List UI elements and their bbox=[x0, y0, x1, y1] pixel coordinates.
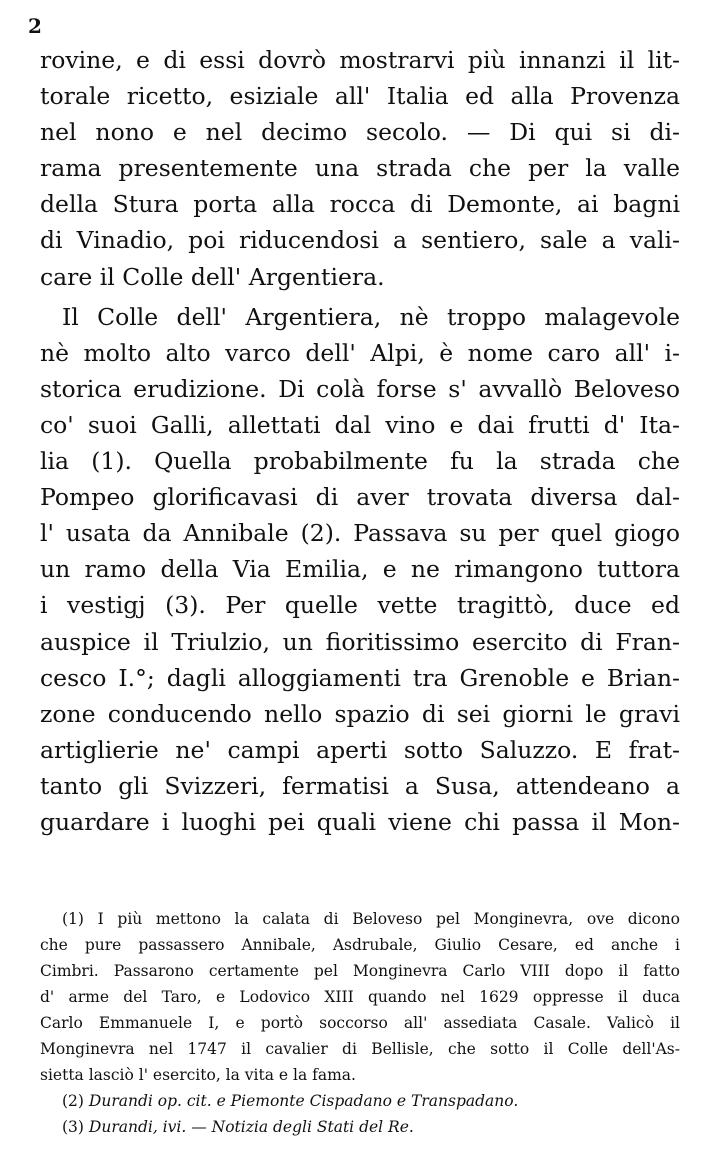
footnotes bbox=[40, 906, 680, 1140]
text-line: tanto gli Svizzeri, fermatisi a Susa, attendeano a bbox=[40, 771, 680, 800]
footnote-3-text: Durandi, ivi. — Notizia degli Stati del Re. bbox=[88, 1118, 414, 1136]
text-line: zone conducendo nello spazio di sei giorni le gravi bbox=[40, 699, 680, 728]
text-line: auspice il Triulzio, un fioritissimo esercito di Fran- bbox=[40, 627, 680, 656]
footnote-1-line: (1) I più mettono la calata di Beloveso pel Monginevra, ove dicono bbox=[62, 910, 680, 928]
text-line: storica erudizione. Di colà forse s' avvallò Beloveso bbox=[40, 374, 680, 403]
footnote-1-line: sietta lasciò l' esercito, la vita e la fama. bbox=[40, 1066, 356, 1084]
footnote-1-line: che pure passassero Annibale, Asdrubale, Giulio Cesare, ed anche i bbox=[40, 936, 680, 954]
text-line: torale ricetto, esiziale all' Italia ed alla Provenza bbox=[40, 82, 680, 111]
footnote-2 bbox=[40, 1088, 680, 1114]
footnote-3-mark: (3) bbox=[62, 1118, 84, 1136]
text-line: della Stura porta alla rocca di Demonte, ai bagni bbox=[40, 190, 680, 219]
footnote-1-line: Monginevra nel 1747 il cavalier di Bellisle, che sotto il Colle dell'As- bbox=[40, 1040, 680, 1058]
footnote-2-text: Durandi op. cit. e Piemonte Cispadano e Transpadano. bbox=[88, 1092, 519, 1110]
text-line: rama presentemente una strada che per la valle bbox=[40, 154, 680, 183]
footnote-1-line: d' arme del Taro, e Lodovico XIII quando nel 1629 oppresse il duca bbox=[40, 988, 680, 1006]
text-line: care il Colle dell' Argentiera. bbox=[40, 262, 385, 291]
text-line: artiglierie ne' campi aperti sotto Saluzzo. E frat- bbox=[40, 735, 680, 764]
text-line: Il Colle dell' Argentiera, nè troppo malagevole bbox=[62, 302, 680, 331]
text-line: guardare i luoghi pei quali viene chi passa il Mon- bbox=[40, 807, 680, 836]
text-line: i vestigj (3). Per quelle vette tragittò, duce ed bbox=[40, 591, 680, 620]
text-line: lia (1). Quella probabilmente fu la strada che bbox=[40, 447, 680, 476]
text-line: un ramo della Via Emilia, e ne rimangono tuttora bbox=[40, 555, 680, 584]
main-text bbox=[40, 42, 680, 840]
text-line: cesco I.°; dagli alloggiamenti tra Grenoble e Brian- bbox=[40, 663, 680, 692]
footnote-3 bbox=[40, 1114, 680, 1140]
text-line: di Vinadio, poi riducendosi a sentiero, sale a vali- bbox=[40, 226, 680, 255]
footnote-1-line: Carlo Emmanuele I, e portò soccorso all' assediata Casale. Valicò il bbox=[40, 1014, 680, 1032]
page-number: 2 bbox=[28, 14, 42, 38]
footnote-1-line: Cimbri. Passarono certamente pel Monginevra Carlo VIII dopo il fatto bbox=[40, 962, 680, 980]
text-line: co' suoi Galli, allettati dal vino e dai frutti d' Ita- bbox=[40, 410, 680, 439]
text-line: nè molto alto varco dell' Alpi, è nome caro all' i- bbox=[40, 338, 680, 367]
text-line: rovine, e di essi dovrò mostrarvi più innanzi il lit- bbox=[40, 46, 680, 74]
text-line: nel nono e nel decimo secolo. — Di qui si di- bbox=[40, 118, 680, 147]
footnote-2-mark: (2) bbox=[62, 1092, 84, 1110]
text-line: Pompeo glorificavasi di aver trovata diversa dal- bbox=[40, 483, 680, 512]
text-line: l' usata da Annibale (2). Passava su per quel giogo bbox=[40, 519, 680, 548]
